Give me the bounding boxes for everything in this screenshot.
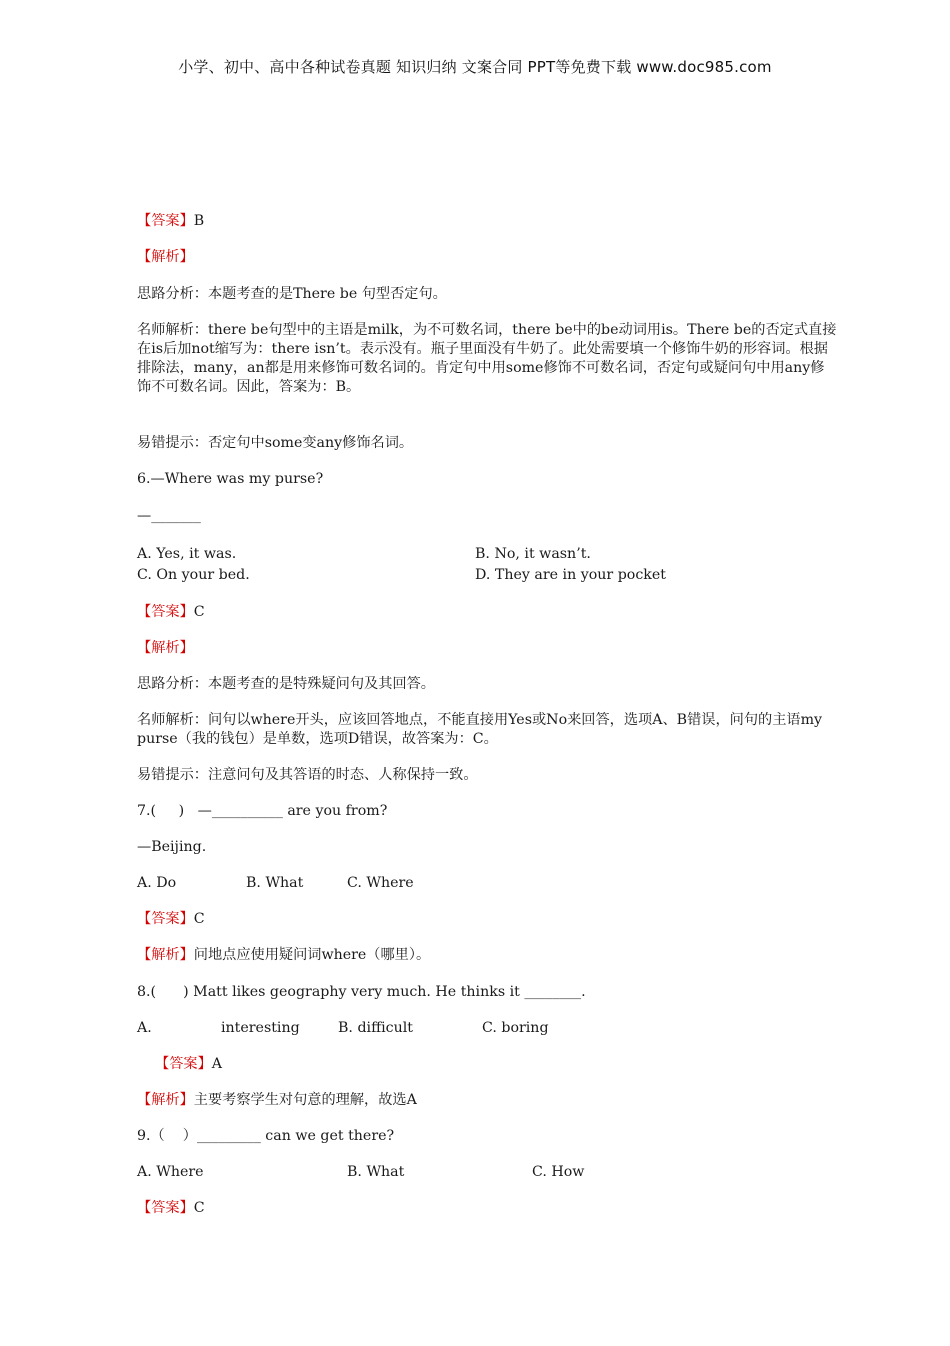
analysis-tag: 【解析】: [137, 249, 194, 265]
error-tip-6: 易错提示：注意问句及其答语的时态、人称保持一致。: [137, 767, 478, 783]
analysis-line-7: [137, 946, 430, 965]
answer-line-7: [137, 910, 205, 929]
analysis-line-8: [137, 1091, 417, 1110]
analysis-tag: 【解析】: [137, 947, 194, 963]
analysis-tag: 【解析】: [137, 640, 194, 656]
question-8-option-c: C. boring: [482, 1020, 549, 1036]
analysis-heading-6: [137, 639, 194, 658]
answer-line-5: [137, 212, 204, 231]
question-6-option-a: A. Yes, it was.: [137, 546, 237, 562]
question-9-option-b: B. What: [347, 1164, 405, 1180]
answer-value: C: [193, 604, 205, 620]
question-6-stem: 6.—Where was my purse?: [137, 471, 324, 487]
question-7-option-a: A. Do: [137, 875, 177, 891]
answer-value: C: [193, 1200, 205, 1216]
answer-tag: 【答案】: [137, 1200, 194, 1216]
answer-tag: 【答案】: [155, 1056, 212, 1072]
idea-analysis-6: 思路分析：本题考查的是特殊疑问句及其回答。: [137, 676, 435, 692]
analysis-heading-5: [137, 248, 194, 267]
teacher-analysis-6: 名师解析：问句以where开头，应该回答地点，不能直接用Yes或No来回答，选项A、B错误，问句的主语my purse（我的钱包）是单数，选项D错误，故答案为：C。: [137, 712, 823, 747]
question-8-stem: 8.( ) Matt likes geography very much. He thinks it ________.: [137, 984, 586, 1000]
question-6-reply: —_______: [137, 508, 201, 524]
analysis-tag: 【解析】: [137, 1092, 194, 1108]
answer-tag: 【答案】: [137, 911, 194, 927]
question-7-option-b: B. What: [246, 875, 304, 891]
error-tip-5: 易错提示：否定句中some变any修饰名词。: [137, 435, 414, 451]
site-header: 小学、初中、高中各种试卷真题 知识归纳 文案合同 PPT等免费下载 www.doc985.com: [178, 58, 772, 76]
answer-tag: 【答案】: [137, 604, 194, 620]
question-6-option-d: D. They are in your pocket: [475, 567, 666, 583]
answer-value: C: [193, 911, 205, 927]
question-6-option-b: B. No, it wasn’t.: [475, 546, 591, 562]
idea-analysis-5: 思路分析：本题考查的是There be 句型否定句。: [137, 286, 447, 302]
answer-value: B: [193, 213, 205, 229]
answer-tag: 【答案】: [137, 213, 194, 229]
question-9-option-a: A. Where: [137, 1164, 204, 1180]
question-8-option-a-text: interesting: [221, 1020, 300, 1036]
question-7-stem: 7.( ) —__________ are you from?: [137, 803, 388, 819]
question-8-option-b: B. difficult: [338, 1020, 414, 1036]
question-8-option-a-label: A.: [137, 1020, 152, 1036]
answer-value: A: [211, 1056, 223, 1072]
question-9-stem: 9.（ ）_________ can we get there?: [137, 1128, 395, 1144]
answer-line-9: [137, 1199, 205, 1218]
answer-line-8: [155, 1055, 222, 1074]
teacher-analysis-5: 名师解析：there be句型中的主语是milk，为不可数名词，there be中的be动词用is。There be的否定式直接在is后加not缩写为：there isn’t。表示没有。瓶子里面没有牛奶了。此处需要填一个修饰牛奶的形容词。根据排除法，many，an都是用来修饰可数名词的。肯定句中用some修饰不可数名词，否定句或疑问句中用any修饰不可数名词。因此，答案为：B。: [137, 322, 837, 395]
question-7-reply: —Beijing.: [137, 839, 207, 855]
question-9-option-c: C. How: [532, 1164, 585, 1180]
question-6-option-c: C. On your bed.: [137, 567, 250, 583]
answer-line-6: [137, 603, 205, 622]
analysis-text: 主要考察学生对句意的理解，故选A: [193, 1092, 417, 1108]
question-7-option-c: C. Where: [347, 875, 414, 891]
analysis-text: 问地点应使用疑问词where（哪里）。: [193, 947, 431, 963]
